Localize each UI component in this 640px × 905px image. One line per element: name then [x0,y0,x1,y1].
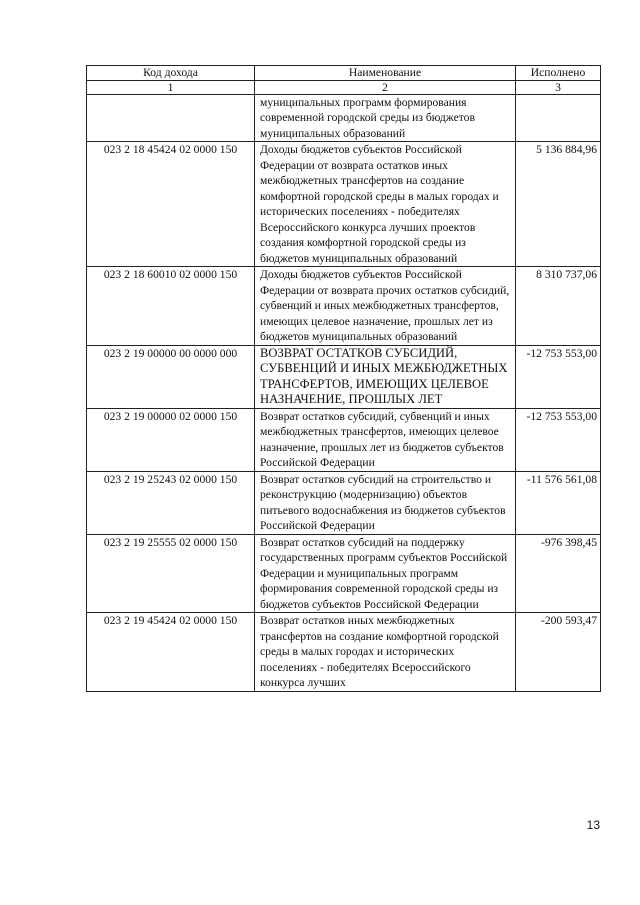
header-code: Код дохода [87,66,255,81]
revenue-name: Возврат остатков субсидий на поддержку государственных программ субъектов Российской Федерации и муниципальных программ формирования современной городской среды из бюджетов субъектов Российской Федерации [255,534,516,613]
executed-amount: -976 398,45 [516,534,601,613]
executed-amount: -11 576 561,08 [516,471,601,534]
page-number: 13 [586,818,600,832]
table-row [87,267,601,346]
revenue-name: ВОЗВРАТ ОСТАТКОВ СУБСИДИЙ, СУБВЕНЦИЙ И ИНЫХ МЕЖБЮДЖЕТНЫХ ТРАНСФЕРТОВ, ИМЕЮЩИХ ЦЕЛЕВОЕ НАЗНАЧЕНИЕ, ПРОШЛЫХ ЛЕТ [255,345,516,408]
revenue-code: 023 2 18 60010 02 0000 150 [87,267,255,346]
revenue-name: муниципальных программ формирования современной городской среды из бюджетов муниципальных образований [255,94,516,142]
column-number-3: 3 [516,80,601,94]
executed-amount: -12 753 553,00 [516,408,601,471]
revenue-name: Доходы бюджетов субъектов Российской Федерации от возврата остатков иных межбюджетных трансфертов на создание комфортной городской среды в малых городах и исторических поселениях - победителях Всероссийского конкурса лучших проектов создания комфортной городской среды из бюджетов муниципальных образований [255,142,516,267]
column-number-1: 1 [87,80,255,94]
executed-amount: 8 310 737,06 [516,267,601,346]
revenue-code: 023 2 19 45424 02 0000 150 [87,613,255,692]
executed-amount: -200 593,47 [516,613,601,692]
revenue-code: 023 2 18 45424 02 0000 150 [87,142,255,267]
column-number-row [87,80,601,94]
revenue-name: Доходы бюджетов субъектов Российской Федерации от возврата прочих остатков субсидий, субвенций и иных межбюджетных трансфертов, имеющих целевое назначение, прошлых лет из бюджетов муниципальных образований [255,267,516,346]
column-number-2: 2 [255,80,516,94]
header-name: Наименование [255,66,516,81]
revenue-name: Возврат остатков субсидий, субвенций и иных межбюджетных трансфертов, имеющих целевое назначение, прошлых лет из бюджетов субъектов Российской Федерации [255,408,516,471]
table-row [87,471,601,534]
table-row [87,142,601,267]
revenue-code: 023 2 19 25243 02 0000 150 [87,471,255,534]
executed-amount: 5 136 884,96 [516,142,601,267]
revenue-code: 023 2 19 25555 02 0000 150 [87,534,255,613]
revenue-name: Возврат остатков иных межбюджетных трансфертов на создание комфортной городской среды в малых городах и исторических поселениях - победителях Всероссийского конкурса лучших [255,613,516,692]
header-row [87,66,601,81]
revenue-code [87,94,255,142]
table-row [87,345,601,408]
executed-amount [516,94,601,142]
table-row [87,408,601,471]
executed-amount: -12 753 553,00 [516,345,601,408]
revenue-code: 023 2 19 00000 02 0000 150 [87,408,255,471]
header-executed: Исполнено [516,66,601,81]
table-row [87,534,601,613]
table-row [87,94,601,142]
revenue-name: Возврат остатков субсидий на строительство и реконструкцию (модернизацию) объектов питьевого водоснабжения из бюджетов субъектов Российской Федерации [255,471,516,534]
revenue-table [86,65,601,692]
table-row [87,613,601,692]
revenue-code: 023 2 19 00000 00 0000 000 [87,345,255,408]
